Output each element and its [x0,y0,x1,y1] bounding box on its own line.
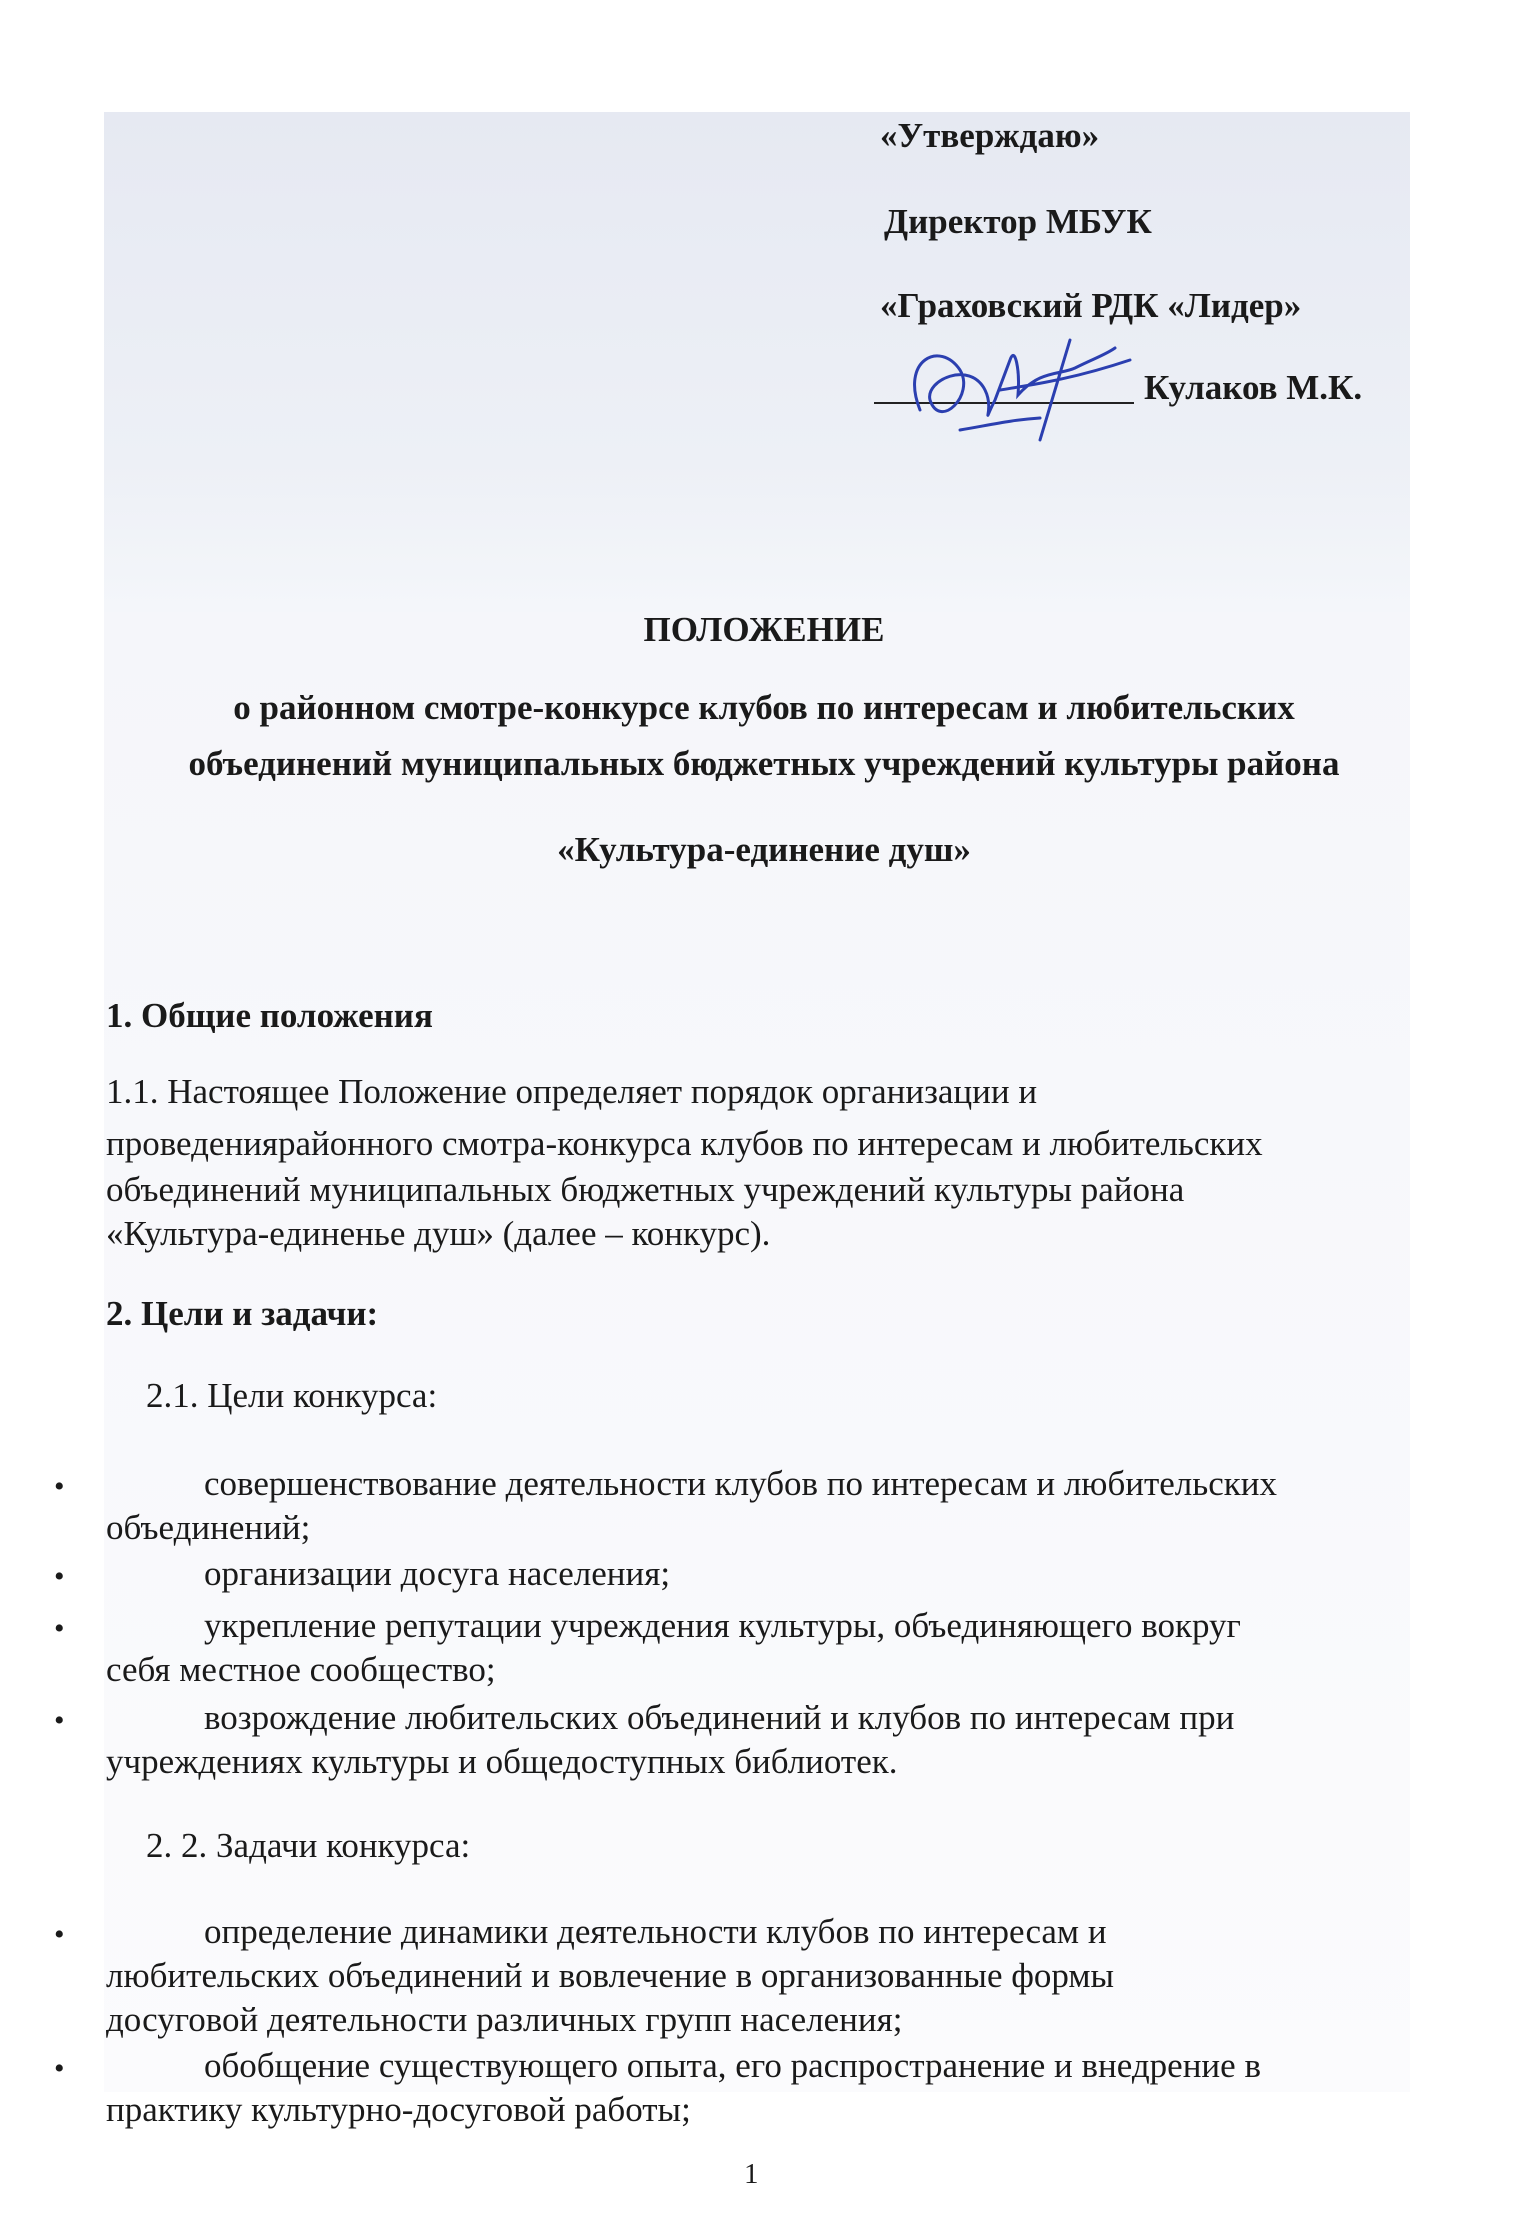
bullet-icon: • [54,1470,65,1503]
paragraph-1-1-line-3: объединений муниципальных бюджетных учреждений культуры района [106,1170,1185,1209]
bullet-icon: • [54,1560,65,1593]
goal-3-line-1: укрепление репутации учреждения культуры, объединяющего вокруг [204,1606,1241,1645]
document-title: ПОЛОЖЕНИЕ [643,610,885,649]
signature-icon [900,300,1160,470]
approval-line-1: «Утверждаю» [880,116,1100,155]
goal-4-line-1: возрождение любительских объединений и клубов по интересам при [204,1698,1235,1737]
task-2-line-2: практику культурно-досуговой работы; [106,2090,691,2129]
goal-4-line-2: учреждениях культуры и общедоступных библиотек. [106,1742,898,1781]
approval-line-2: Директор МБУК [884,202,1152,241]
task-1-line-2: любительских объединений и вовлечение в организованные формы [106,1956,1115,1995]
goal-1-line-1: совершенствование деятельности клубов по интересам и любительских [204,1464,1278,1503]
goals-heading: 2.1. Цели конкурса: [146,1376,438,1415]
task-2-line-1: обобщение существующего опыта, его распространение и внедрение в [204,2046,1261,2085]
goal-3-line-2: себя местное сообщество; [106,1650,496,1689]
approval-line-3: «Граховский РДК «Лидер» [880,286,1302,325]
paragraph-1-1-line-4: «Культура-единенье душ» (далее – конкурс). [106,1214,771,1253]
document-subtitle-line-2: объединений муниципальных бюджетных учреждений культуры района [188,744,1340,783]
document-subtitle-line-1: о районном смотре-конкурсе клубов по интересам и любительских [233,688,1295,727]
task-1-line-1: определение динамики деятельности клубов по интересам и [204,1912,1107,1951]
bullet-icon: • [54,1612,65,1645]
paragraph-1-1-line-1: 1.1. Настоящее Положение определяет порядок организации и [106,1072,1038,1111]
paragraph-1-1-line-2: проведениярайонного смотра-конкурса клубов по интересам и любительских [106,1124,1263,1163]
section-1-heading: 1. Общие положения [106,996,433,1035]
bullet-icon: • [54,1918,65,1951]
page-number: 1 [744,2158,759,2190]
task-1-line-3: досуговой деятельности различных групп населения; [106,2000,903,2039]
bullet-icon: • [54,1704,65,1737]
bullet-icon: • [54,2052,65,2085]
goal-1-line-2: объединений; [106,1508,311,1547]
section-2-heading: 2. Цели и задачи: [106,1294,379,1333]
document-contest-name: «Культура-единение душ» [557,830,971,869]
approval-signatory-name: Кулаков М.К. [1144,368,1363,407]
scan-background-top [104,112,1410,612]
tasks-heading: 2. 2. Задачи конкурса: [146,1826,471,1865]
goal-2-line-1: организации досуга населения; [204,1554,671,1593]
